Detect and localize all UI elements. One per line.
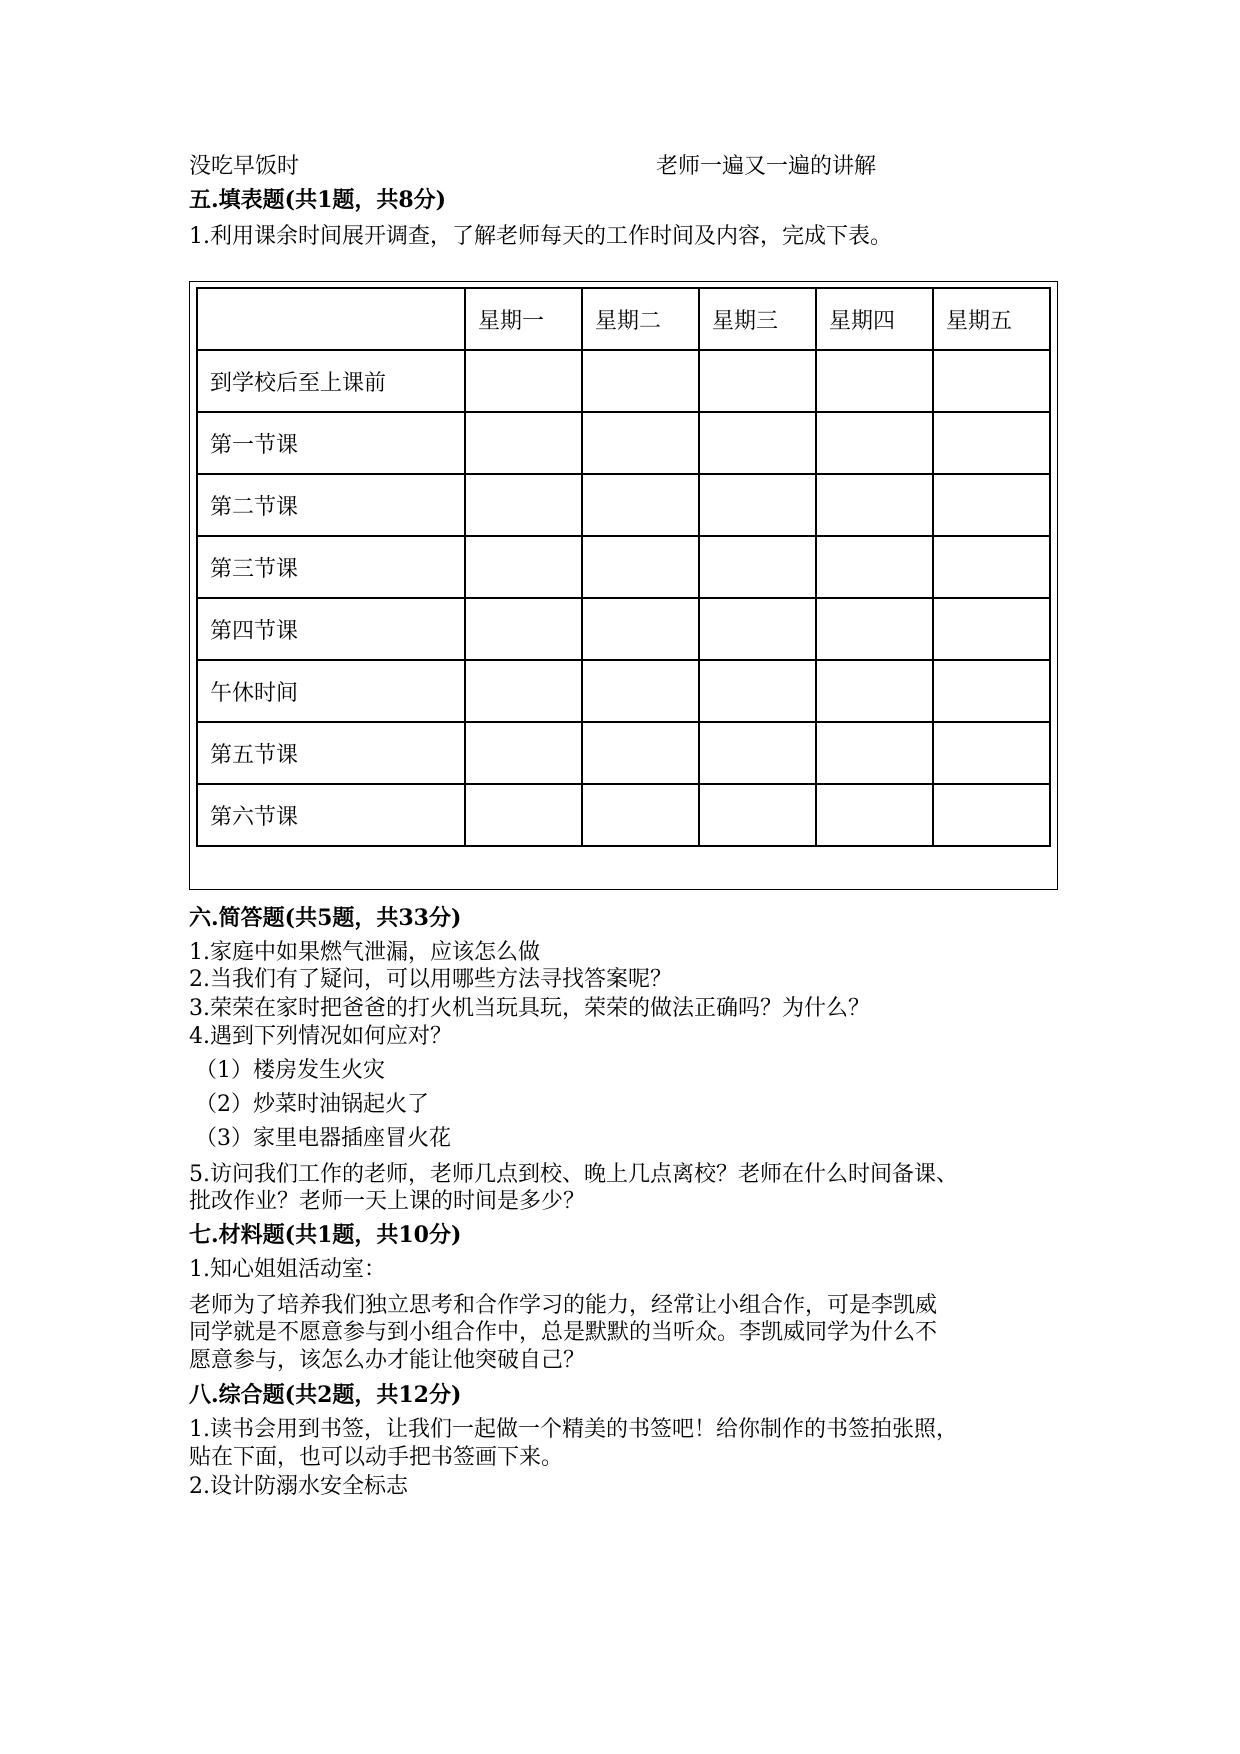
table-column-header: 星期三: [699, 288, 816, 350]
table-cell[interactable]: [699, 784, 816, 846]
table-cell[interactable]: [699, 722, 816, 784]
section6-q4-item-3: （3）家里电器插座冒火花: [195, 1126, 451, 1151]
table-cell[interactable]: [816, 722, 933, 784]
table-cell[interactable]: [465, 412, 582, 474]
section6-question-5-line-2: 批改作业？老师一天上课的时间是多少？: [189, 1189, 586, 1214]
table-row: [197, 784, 1050, 846]
table-cell[interactable]: [465, 536, 582, 598]
table-row: [197, 660, 1050, 722]
section6-q4-item-1: （1）楼房发生火灾: [195, 1058, 385, 1083]
table-row: [197, 536, 1050, 598]
table-cell[interactable]: [933, 350, 1050, 412]
table-column-header: 星期四: [816, 288, 933, 350]
table-row-header: 第三节课: [197, 536, 465, 598]
table-cell[interactable]: [816, 536, 933, 598]
table-cell[interactable]: [933, 474, 1050, 536]
table-cell[interactable]: [816, 350, 933, 412]
section8-question-1-line-2: 贴在下面，也可以动手把书签画下来。: [189, 1445, 564, 1470]
table-cell[interactable]: [582, 722, 699, 784]
table-column-header: 星期一: [465, 288, 582, 350]
table-cell[interactable]: [582, 536, 699, 598]
table-cell[interactable]: [465, 722, 582, 784]
section6-question-4: 4.遇到下列情况如何应对？: [189, 1024, 452, 1049]
material-line-3: 愿意参与，该怎么办才能让他突破自己？: [189, 1348, 586, 1373]
table-cell[interactable]: [582, 474, 699, 536]
section8-heading: 八.综合题(共2题，共12分): [189, 1382, 462, 1408]
section6-question-3: 3.荣荣在家时把爸爸的打火机当玩具玩，荣荣的做法正确吗？为什么？: [189, 996, 870, 1021]
section7-heading: 七.材料题(共1题，共10分): [189, 1222, 462, 1248]
table-cell[interactable]: [933, 536, 1050, 598]
table-cell[interactable]: [699, 536, 816, 598]
section6-question-5-line-1: 5.访问我们工作的老师，老师几点到校、晚上几点离校？老师在什么时间备课、: [189, 1162, 958, 1187]
table-cell[interactable]: [816, 474, 933, 536]
table-cell[interactable]: [816, 598, 933, 660]
table-cell[interactable]: [582, 412, 699, 474]
table-cell[interactable]: [699, 412, 816, 474]
table-cell[interactable]: [465, 598, 582, 660]
option-label-left: 没吃早饭时: [189, 154, 300, 179]
table-row-header: 第六节课: [197, 784, 465, 846]
section5-question-1: 1.利用课余时间展开调查，了解老师每天的工作时间及内容，完成下表。: [189, 224, 892, 249]
table-cell[interactable]: [933, 412, 1050, 474]
material-line-2: 同学就是不愿意参与到小组合作中，总是默默的当听众。李凯威同学为什么不: [189, 1320, 938, 1345]
table-cell[interactable]: [699, 350, 816, 412]
section7-question-1: 1.知心姐姐活动室：: [189, 1257, 386, 1282]
table-header-row: [197, 288, 1050, 350]
table-cell[interactable]: [816, 784, 933, 846]
table-cell[interactable]: [582, 660, 699, 722]
table-row-header: 第一节课: [197, 412, 465, 474]
table-cell[interactable]: [465, 474, 582, 536]
table-cell[interactable]: [933, 660, 1050, 722]
section6-question-2: 2.当我们有了疑问，可以用哪些方法寻找答案呢？: [189, 967, 672, 992]
table-corner-cell: [197, 288, 465, 350]
section5-heading: 五.填表题(共1题，共8分): [189, 187, 447, 213]
table-cell[interactable]: [582, 350, 699, 412]
table-row: [197, 722, 1050, 784]
table-row: [197, 598, 1050, 660]
table-cell[interactable]: [465, 350, 582, 412]
survey-table: [196, 287, 1051, 847]
table-cell[interactable]: [933, 722, 1050, 784]
table-row-header: 到学校后至上课前: [197, 350, 465, 412]
table-cell[interactable]: [933, 784, 1050, 846]
table-cell[interactable]: [582, 598, 699, 660]
option-label-right: 老师一遍又一遍的讲解: [656, 154, 877, 179]
table-row-header: 午休时间: [197, 660, 465, 722]
table-row-header: 第四节课: [197, 598, 465, 660]
table-row: [197, 350, 1050, 412]
section6-q4-item-2: （2）炒菜时油锅起火了: [195, 1092, 429, 1117]
section8-question-1-line-1: 1.读书会用到书签，让我们一起做一个精美的书签吧！给你制作的书签拍张照，: [189, 1417, 958, 1442]
table-cell[interactable]: [816, 660, 933, 722]
table-cell[interactable]: [465, 784, 582, 846]
table-row-header: 第二节课: [197, 474, 465, 536]
material-line-1: 老师为了培养我们独立思考和合作学习的能力，经常让小组合作，可是李凯威: [189, 1293, 938, 1318]
table-cell[interactable]: [699, 474, 816, 536]
table-cell[interactable]: [582, 784, 699, 846]
table-cell[interactable]: [816, 412, 933, 474]
table-row: [197, 474, 1050, 536]
section6-question-1: 1.家庭中如果燃气泄漏，应该怎么做: [189, 940, 540, 965]
table-cell[interactable]: [699, 660, 816, 722]
section8-question-2: 2.设计防溺水安全标志: [189, 1474, 408, 1499]
table-row: [197, 412, 1050, 474]
table-cell[interactable]: [465, 660, 582, 722]
table-row-header: 第五节课: [197, 722, 465, 784]
table-cell[interactable]: [933, 598, 1050, 660]
table-column-header: 星期二: [582, 288, 699, 350]
table-cell[interactable]: [699, 598, 816, 660]
section6-heading: 六.简答题(共5题，共33分): [189, 905, 462, 931]
table-column-header: 星期五: [933, 288, 1050, 350]
